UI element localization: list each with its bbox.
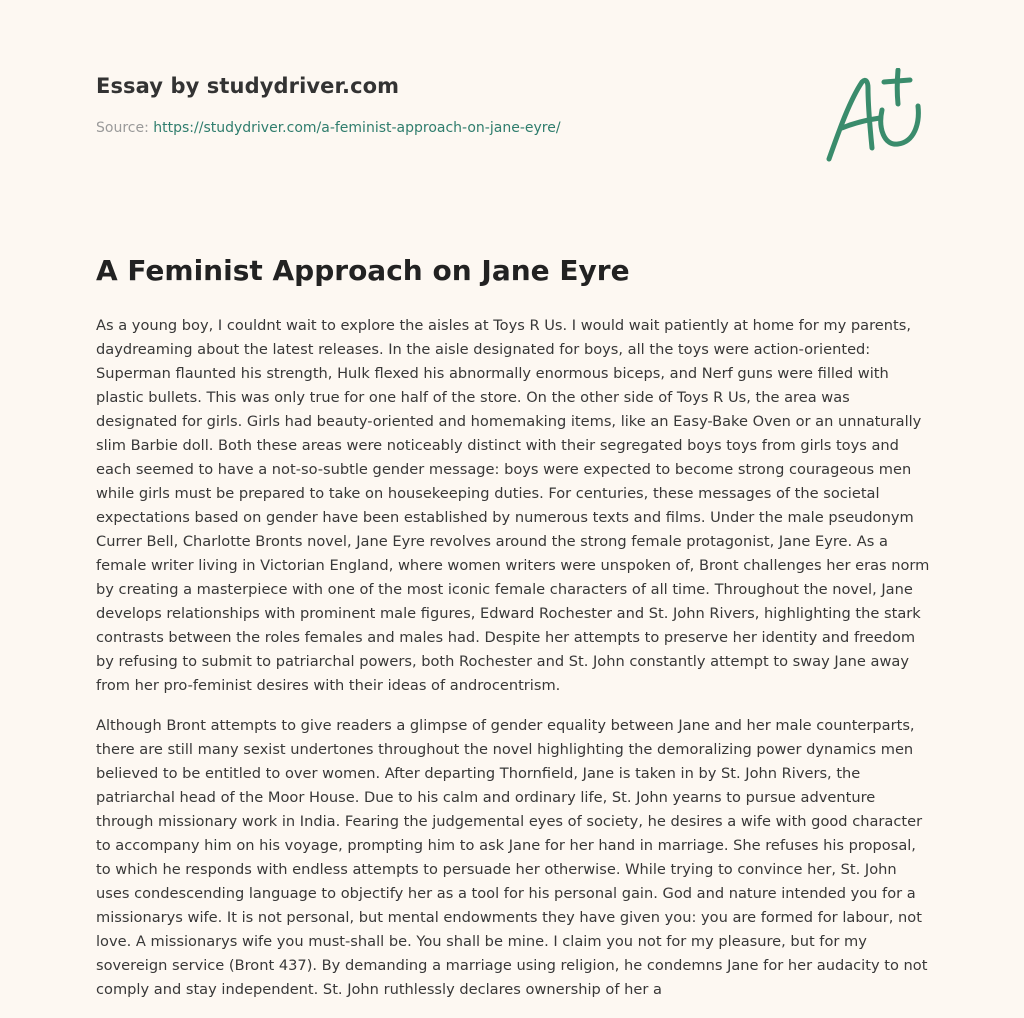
page-header [96,74,796,136]
essay-paragraph: As a young boy, I couldnt wait to explore the aisles at Toys R Us. I would wait patiently at home for my parents, daydreaming about the latest releases. In the aisle designated for boys, all the toys were action-oriented: Superman flaunted his strength, Hulk flexed his abnormally enormous biceps, and Nerf guns were filled with plastic bullets. This was only true for one half of the store. On the other side of Toys R Us, the area was designated for girls. Girls had beauty-oriented and homemaking items, like an Easy-Bake Oven or an unnaturally slim Barbie doll. Both these areas were noticeably distinct with their segregated boys toys from girls toys and each seemed to have a not-so-subtle gender message: boys were expected to become strong courageous men while girls must be prepared to take on housekeeping duties. For centuries, these messages of the societal expectations based on gender have been established by numerous texts and films. Under the male pseudonym Currer Bell, Charlotte Bronts novel, Jane Eyre revolves around the strong female protagonist, Jane Eyre. As a female writer living in Victorian England, where women writers were unspoken of, Bront challenges her eras norm by creating a masterpiece with one of the most iconic female characters of all time. Throughout the novel, Jane develops relationships with prominent male figures, Edward Rochester and St. John Rivers, highlighting the stark contrasts between the roles females and males had. Despite her attempts to preserve her identity and freedom by refusing to submit to patriarchal powers, both Rochester and St. John constantly attempt to sway Jane away from her pro-feminist desires with their ideas of androcentrism. [96,317,930,694]
source-link[interactable]: https://studydriver.com/a-feminist-approach-on-jane-eyre/ [153,120,561,136]
a-plus-logo-icon [822,68,932,168]
source-label: Source: [96,120,154,136]
source-line [96,120,796,136]
essay-body [96,314,932,1018]
essay-paragraph: Although Bront attempts to give readers a glimpse of gender equality between Jane and her male counterparts, there are still many sexist undertones throughout the novel highlighting the demoralizing power dynamics men believed to be entitled to over women. After departing Thornfield, Jane is taken in by St. John Rivers, the patriarchal head of the Moor House. Due to his calm and ordinary life, St. John yearns to pursue adventure through missionary work in India. Fearing the judgemental eyes of society, he desires a wife with good character to accompany him on his voyage, prompting him to ask Jane for her hand in marriage. She refuses his proposal, to which he responds with endless attempts to persuade her otherwise. While trying to convince her, St. John uses condescending language to objectify her as a tool for his personal gain. God and nature intended you for a missionarys wife. It is not personal, but mental endowments they have given you: you are formed for labour, not love. A missionarys wife you must-shall be. You shall be mine. I claim you not for my pleasure, but for my sovereign service (Bront 437). By demanding a marriage using religion, he condemns Jane for her audacity to not comply and stay independent. St. John ruthlessly declares ownership of her a [96,717,928,998]
site-title: Essay by studydriver.com [96,74,400,98]
essay-title: A Feminist Approach on Jane Eyre [96,254,630,287]
